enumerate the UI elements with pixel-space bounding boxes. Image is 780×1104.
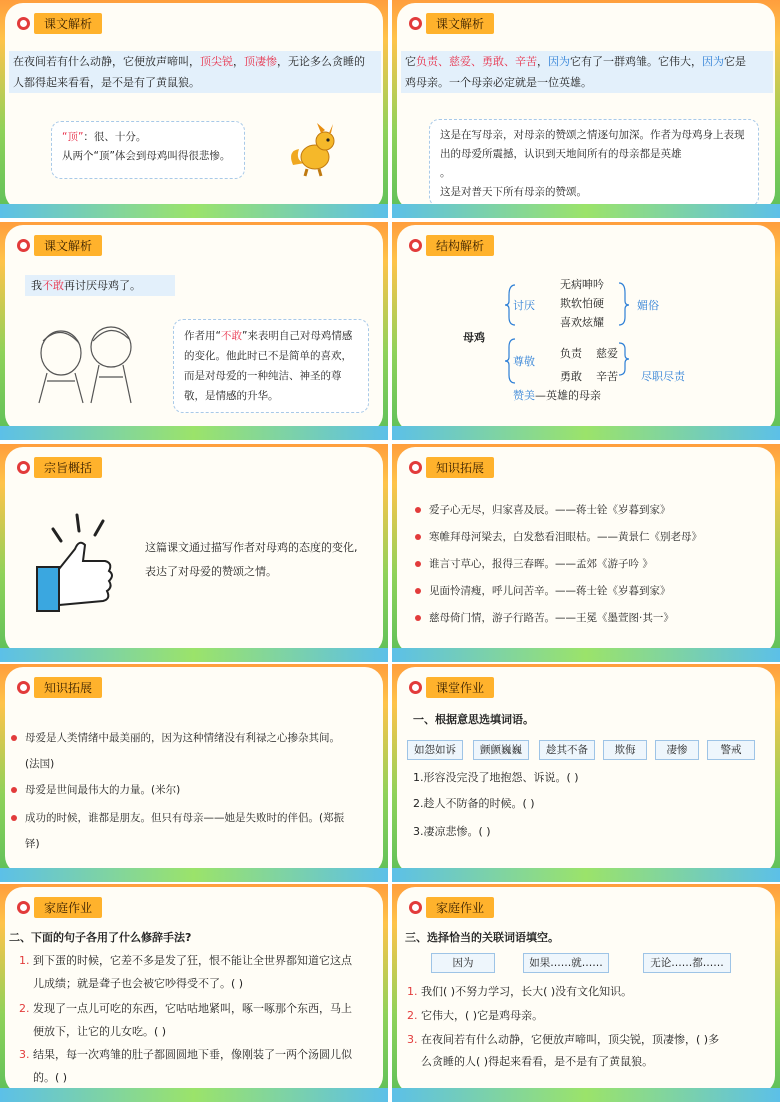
target-icon [17,461,30,474]
quote-text: (法国) [25,758,55,770]
note-text: ”来表明自己对母鸡情感的变化。他此时已不是简单的喜欢，而是对母爱的一种纯洁、神圣的尊敬，是情感的升华。 [184,330,353,402]
passage-text: 它是 [724,55,746,68]
grass-strip [0,204,388,218]
quote-text: 成功的时候，谁都是朋友。但只有母亲——她是失败时的伴侣。(郑振 [25,812,345,824]
word-option[interactable]: 欺侮 [603,740,647,760]
passage [25,275,175,296]
slide-1[interactable] [0,0,388,218]
highlight-word: 不敢 [42,279,64,292]
hate-item: 欺软怕硬 [560,297,604,310]
note-text: 。 [440,167,451,179]
question [407,1005,543,1026]
question-number: 1. [407,985,418,998]
section-label: 课文解析 [34,13,102,34]
passage [401,51,773,93]
slide-7[interactable] [0,664,388,882]
slide-9[interactable] [0,884,388,1102]
slide-card [5,3,383,210]
target-icon [409,239,422,252]
section-header [17,457,102,478]
slide-card [5,667,383,874]
question-text: 便放下，让它的儿女吃。( ) [33,1025,167,1038]
grass-strip [0,648,388,662]
quote-text: 谁言寸草心，报得三春晖。——孟郊《游子吟 》 [429,558,653,570]
note-text: 这是对普天下所有母亲的赞颂。 [440,186,587,198]
target-icon [409,461,422,474]
question-text: 发现了一点儿可吃的东西，它咕咕地紧叫，啄一啄那个东西，马上 [33,1002,352,1015]
passage-text: ， [537,55,548,68]
question [407,981,632,1002]
note-text: 这是在写母亲，对母亲的赞颂之情逐句加深。作者为母鸡身上表现出的母爱所震撼，认识到天地间所有的母亲都是英雄 [440,129,745,160]
bullet-icon [11,735,17,741]
highlight-word: 负责、慈爱、勇敢、辛苦 [416,55,537,68]
section-label: 结构解析 [426,235,494,256]
slide-card [397,887,775,1094]
word-option[interactable]: 如怨如诉 [407,740,463,760]
quote-item [415,528,702,546]
exercise-title: 二、下面的句子各用了什么修辞手法? [9,931,192,944]
conjunction-option[interactable]: 如果……就…… [523,953,609,973]
bullet-icon [11,787,17,793]
quote-text: 母爱是世间最伟大的力量。(米尔) [25,784,181,796]
slide-4[interactable] [392,222,780,440]
quote-text: 铎) [25,838,40,850]
quote-item [11,781,180,799]
question: 2.趁人不防备的时候。( ) [413,797,535,810]
note-text: ：很、十分。 [83,131,147,143]
category-praise: 赞美 [513,389,535,402]
hate-item: 无病呻吟 [560,278,604,291]
respect-row [560,366,618,387]
exercise-title: 三、选择恰当的关联词语填空。 [405,931,559,944]
slide-card [5,225,383,432]
question [19,949,381,995]
target-icon [17,239,30,252]
passage-text: ， [233,55,244,68]
summary [145,559,277,585]
quote-item [415,609,674,627]
question-text: 结果，每一次鸡雏的肚子都圆圆地下垂，像刚装了一两个汤圆儿似 [33,1048,352,1061]
section-header [17,13,102,34]
section-label: 课文解析 [34,235,102,256]
thumbs-up-icon [33,509,123,619]
question-text: 儿成绩；就是聋子也会被它吵得受不了。( ) [33,977,244,990]
hate-summary: 媚俗 [637,299,659,312]
slide-card [397,447,775,654]
note-bubble [51,121,245,179]
category-hate: 讨厌 [513,299,535,312]
word-option[interactable]: 凄惨 [655,740,699,760]
question-text: 它伟大，( )它是鸡母亲。 [421,1009,544,1022]
note-bubble [429,119,759,207]
passage-text: ，无论多么贪睡的 [277,55,365,68]
section-header [17,677,102,698]
passage-text: 我 [31,279,42,292]
section-header [409,13,494,34]
section-header [409,897,494,918]
respect-item: 辛苦 [596,370,618,383]
bullet-icon [415,507,421,513]
bullet-icon [11,815,17,821]
grass-strip [0,426,388,440]
section-header [409,457,494,478]
quote-text: 爱子心无尽，归家喜及辰。——蒋士铨《岁暮到家》 [429,504,671,516]
question-text: 的。( ) [33,1071,68,1084]
passage-text: 它有了一群鸡雏。它伟大， [570,55,702,68]
respect-item: 勇敢 [560,370,582,383]
exercise-title: 一、根据意思选填词语。 [413,713,534,726]
grass-strip [392,868,780,882]
dragon-illustration [285,121,345,177]
target-icon [17,901,30,914]
slide-card [5,887,383,1094]
question-number: 3. [407,1033,418,1046]
question-text: 我们( )不努力学习，长大( )没有文化知识。 [421,985,633,998]
section-header [17,235,102,256]
note-text: 作者用“ [184,330,221,342]
grass-strip [392,204,780,218]
question-number: 3. [19,1048,30,1061]
highlight-word: 因为 [548,55,570,68]
highlight-word: 顶尖锐 [200,55,233,68]
grass-strip [392,1088,780,1102]
section-header [409,677,494,698]
section-header [409,235,494,256]
conjunction-option[interactable]: 无论……都…… [643,953,731,973]
section-label: 家庭作业 [34,897,102,918]
slide-card [397,3,775,210]
quote-item [11,729,340,747]
section-header [17,897,102,918]
question-number: 2. [407,1009,418,1022]
summary-line: 这篇课文通过描写作者对母鸡的态度的变化, [145,541,358,554]
bullet-icon [415,615,421,621]
word-option[interactable]: 警戒 [707,740,755,760]
word-option[interactable]: 颤颤巍巍 [473,740,529,760]
quote-text: 母爱是人类情绪中最美丽的，因为这种情绪没有利禄之心掺杂其间。 [25,732,340,744]
quote-text: 寒帷拜母河梁去，白发愁看泪眼枯。——黄景仁《别老母》 [429,531,702,543]
slide-3[interactable] [0,222,388,440]
bullet-icon [415,561,421,567]
question-number: 2. [19,1002,30,1015]
quote-item [11,809,344,827]
grass-strip [0,868,388,882]
slide-card [397,225,775,432]
question-number: 1. [19,954,30,967]
target-icon [17,17,30,30]
grass-strip [0,1088,388,1102]
category-respect: 尊敬 [513,355,535,368]
quote-item [415,582,671,600]
respect-summary: 尽职尽责 [641,370,685,383]
slide-8[interactable] [392,664,780,882]
slide-6[interactable] [392,444,780,662]
passage-text: 鸡母亲。一个母亲必定就是一位英雄。 [405,76,592,89]
praise-text: —英雄的母亲 [535,389,601,402]
slide-card [397,667,775,874]
slide-2[interactable] [392,0,780,218]
question-text: 么贪睡的人( )得起来看看，是不是有了黄鼠狼。 [421,1055,654,1068]
quote-item [415,555,653,573]
question [407,1029,773,1073]
target-icon [17,681,30,694]
structure-root: 母鸡 [463,331,485,344]
question-text: 在夜间若有什么动静，它便放声啼叫，顶尖锐，顶凄惨，( )多 [421,1033,720,1046]
highlight-word: 顶凄惨 [244,55,277,68]
section-label: 知识拓展 [34,677,102,698]
respect-row [560,343,618,364]
word-option[interactable]: 趁其不备 [539,740,595,760]
section-label: 课文解析 [426,13,494,34]
hate-item: 喜欢炫耀 [560,316,604,329]
respect-item: 负责 [560,347,582,360]
passage [9,51,381,93]
conjunction-option[interactable]: 因为 [431,953,495,973]
highlight-word: 不敢 [220,330,242,342]
slide-card [5,447,383,654]
grass-strip [392,648,780,662]
question [19,1043,381,1089]
passage-text: 人都得起来看看，是不是有了黄鼠狼。 [13,76,200,89]
passage-text: 在夜间若有什么动静，它便放声啼叫， [13,55,200,68]
passage-text: 再讨厌母鸡了。 [64,279,141,292]
section-label: 知识拓展 [426,457,494,478]
respect-item: 慈爱 [596,347,618,360]
target-icon [409,17,422,30]
passage-text: 它 [405,55,416,68]
slide-10[interactable] [392,884,780,1102]
praise-line [513,385,601,406]
note-bubble [173,319,369,413]
bullet-icon [415,534,421,540]
summary-line: 表达了对母爱的赞颂之情。 [145,565,277,578]
question: 1.形容没完没了地抱怨、诉说。( ) [413,771,579,784]
highlight-word: “顶” [62,131,84,143]
hate-list [560,275,604,332]
bullet-icon [415,588,421,594]
target-icon [409,681,422,694]
section-label: 课堂作业 [426,677,494,698]
quote-item [415,501,671,519]
question [19,997,381,1043]
summary [145,535,358,561]
grass-strip [392,426,780,440]
question: 3.凄凉悲惨。( ) [413,825,491,838]
quote-text: 见面怜清瘦，呼儿问苦辛。——蒋士铨《岁暮到家》 [429,585,671,597]
slide-5[interactable] [0,444,388,662]
section-label: 宗旨概括 [34,457,102,478]
quote-item [25,755,54,773]
highlight-word: 因为 [702,55,724,68]
question-text: 到下蛋的时候，它差不多是发了狂，恨不能让全世界都知道它这点 [33,954,352,967]
children-illustration [25,321,145,407]
note-text: 从两个“顶”体会到母鸡叫得很悲惨。 [62,150,231,162]
target-icon [409,901,422,914]
quote-text: 慈母倚门情，游子行路苦。——王冕《墨萱图·其一》 [429,612,674,624]
quote-item [25,835,40,853]
section-label: 家庭作业 [426,897,494,918]
